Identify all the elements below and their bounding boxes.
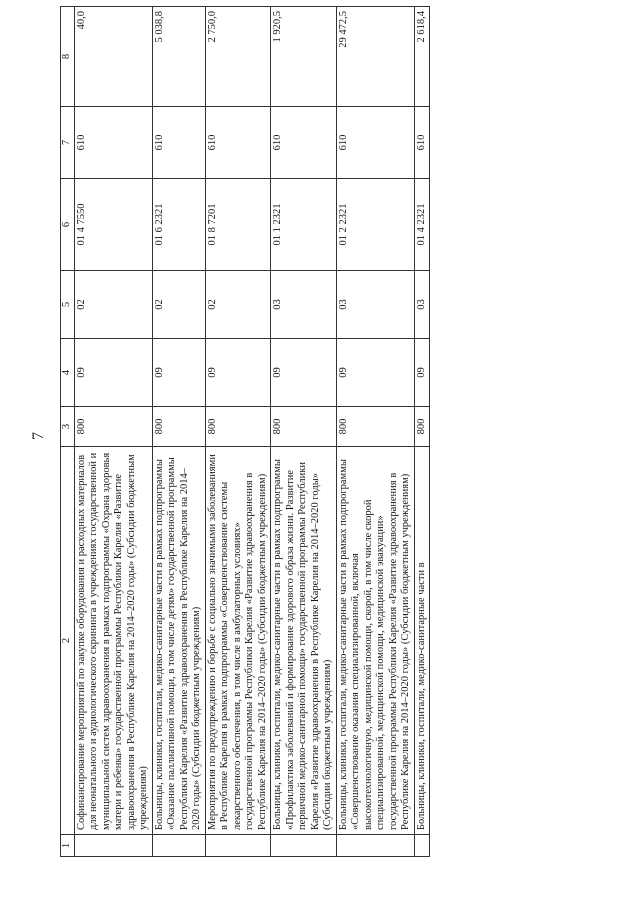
header-col-3: 3 — [61, 407, 75, 447]
row-section: 09 — [205, 339, 271, 407]
header-col-1: 1 — [61, 835, 75, 857]
row-name: Софинансирование мероприятий по закупке оборудования и расходных материалов для неонатального и аудиологического скрининга в учреждениях государственной и муниципальной систем здравоохранения в рамках подпрограммы «Охрана здоровья матери и ребенка» государственной программы Республики Карелия «Развитие здравоохранения в Республике Карелия на 2014–2020 годы» (Субсидии бюджетным учреждениям) — [74, 447, 152, 835]
row-amount: 1 920,5 — [271, 7, 337, 107]
row-target-article: 01 4 2321 — [414, 179, 430, 271]
row-amount: 5 038,8 — [152, 7, 205, 107]
row-ministry-code: 800 — [152, 407, 205, 447]
table-row — [271, 7, 337, 857]
row-ministry-code: 800 — [74, 407, 152, 447]
row-subsection: 02 — [74, 271, 152, 339]
row-target-article: 01 6 2321 — [152, 179, 205, 271]
row-name: Больницы, клиники, госпитали, медико-санитарные части в — [414, 447, 430, 835]
row-name: Больницы, клиники, госпитали, медико-санитарные части в рамках подпрограммы «Профилактика заболеваний и формирование здорового образа жизни. Развитие первичной медико-санитарной помощи» государственной программы Республики Карелия «Развитие здравоохранения в Республике Карелия на 2014–2020 годы» (Субсидии бюджетным учреждениям) — [271, 447, 337, 835]
row-amount: 2 618,4 — [414, 7, 430, 107]
row-name: Мероприятия по предупреждению и борьбе с социально значимыми заболеваниями в Республике Карелия в рамках подпрограммы «Совершенствование системы лекарственного обеспечения, в том числе в амбулаторных условиях» государственной программы Республики Карелия «Развитие здравоохранения в Республике Карелия на 2014–2020 годы» (Субсидии бюджетным учреждениям) — [205, 447, 271, 835]
row-section: 09 — [271, 339, 337, 407]
rotated-table-wrapper — [60, 7, 620, 857]
row-subsection: 03 — [414, 271, 430, 339]
row-name: Больницы, клиники, госпитали, медико-санитарные части в рамках подпрограммы «Оказание паллиативной помощи, в том числе детям» государственной программы Республики Карелия «Развитие здравоохранения в Республике Карелия на 2014–2020 годы» (Субсидии бюджетным учреждениям) — [152, 447, 205, 835]
row-subsection: 03 — [271, 271, 337, 339]
header-col-6: 6 — [61, 179, 75, 271]
table-body — [74, 7, 430, 857]
row-target-article: 01 2 2321 — [336, 179, 414, 271]
row-section: 09 — [74, 339, 152, 407]
header-col-8: 8 — [61, 7, 75, 107]
budget-table — [60, 6, 430, 857]
header-col-7: 7 — [61, 107, 75, 179]
row-name: Больницы, клиники, госпитали, медико-санитарные части в рамках подпрограммы «Совершенствование оказания специализированной, включая высокотехнологичную, медицинской помощи, скорой, в том числе скорой специализированной, медицинской помощи, медицинской эвакуации» государственной программы Республики Карелия «Развитие здравоохранения в Республике Карелия на 2014–2020 годы» (Субсидии бюджетным учреждениям) — [336, 447, 414, 835]
table-row — [205, 7, 271, 857]
row-blank-cell — [74, 835, 152, 857]
row-target-article: 01 1 2321 — [271, 179, 337, 271]
table-row — [336, 7, 414, 857]
row-blank-cell — [336, 835, 414, 857]
row-ministry-code: 800 — [414, 407, 430, 447]
row-section: 09 — [336, 339, 414, 407]
table-row — [152, 7, 205, 857]
row-target-article: 01 4 7550 — [74, 179, 152, 271]
row-blank-cell — [271, 835, 337, 857]
row-expense-type: 610 — [271, 107, 337, 179]
header-col-4: 4 — [61, 339, 75, 407]
row-blank-cell — [414, 835, 430, 857]
page-number: 7 — [30, 432, 47, 440]
row-subsection: 02 — [205, 271, 271, 339]
row-expense-type: 610 — [74, 107, 152, 179]
row-subsection: 02 — [152, 271, 205, 339]
row-blank-cell — [152, 835, 205, 857]
row-section: 09 — [414, 339, 430, 407]
row-expense-type: 610 — [152, 107, 205, 179]
row-section: 09 — [152, 339, 205, 407]
row-amount: 29 472,5 — [336, 7, 414, 107]
row-ministry-code: 800 — [336, 407, 414, 447]
row-amount: 40,0 — [74, 7, 152, 107]
row-blank-cell — [205, 835, 271, 857]
row-amount: 2 750,0 — [205, 7, 271, 107]
table-row — [414, 7, 430, 857]
row-expense-type: 610 — [336, 107, 414, 179]
table-row — [74, 7, 152, 857]
row-ministry-code: 800 — [271, 407, 337, 447]
row-target-article: 01 8 7201 — [205, 179, 271, 271]
row-subsection: 03 — [336, 271, 414, 339]
row-expense-type: 610 — [414, 107, 430, 179]
header-col-2: 2 — [61, 447, 75, 835]
row-expense-type: 610 — [205, 107, 271, 179]
row-ministry-code: 800 — [205, 407, 271, 447]
header-col-5: 5 — [61, 271, 75, 339]
table-header — [61, 7, 75, 857]
